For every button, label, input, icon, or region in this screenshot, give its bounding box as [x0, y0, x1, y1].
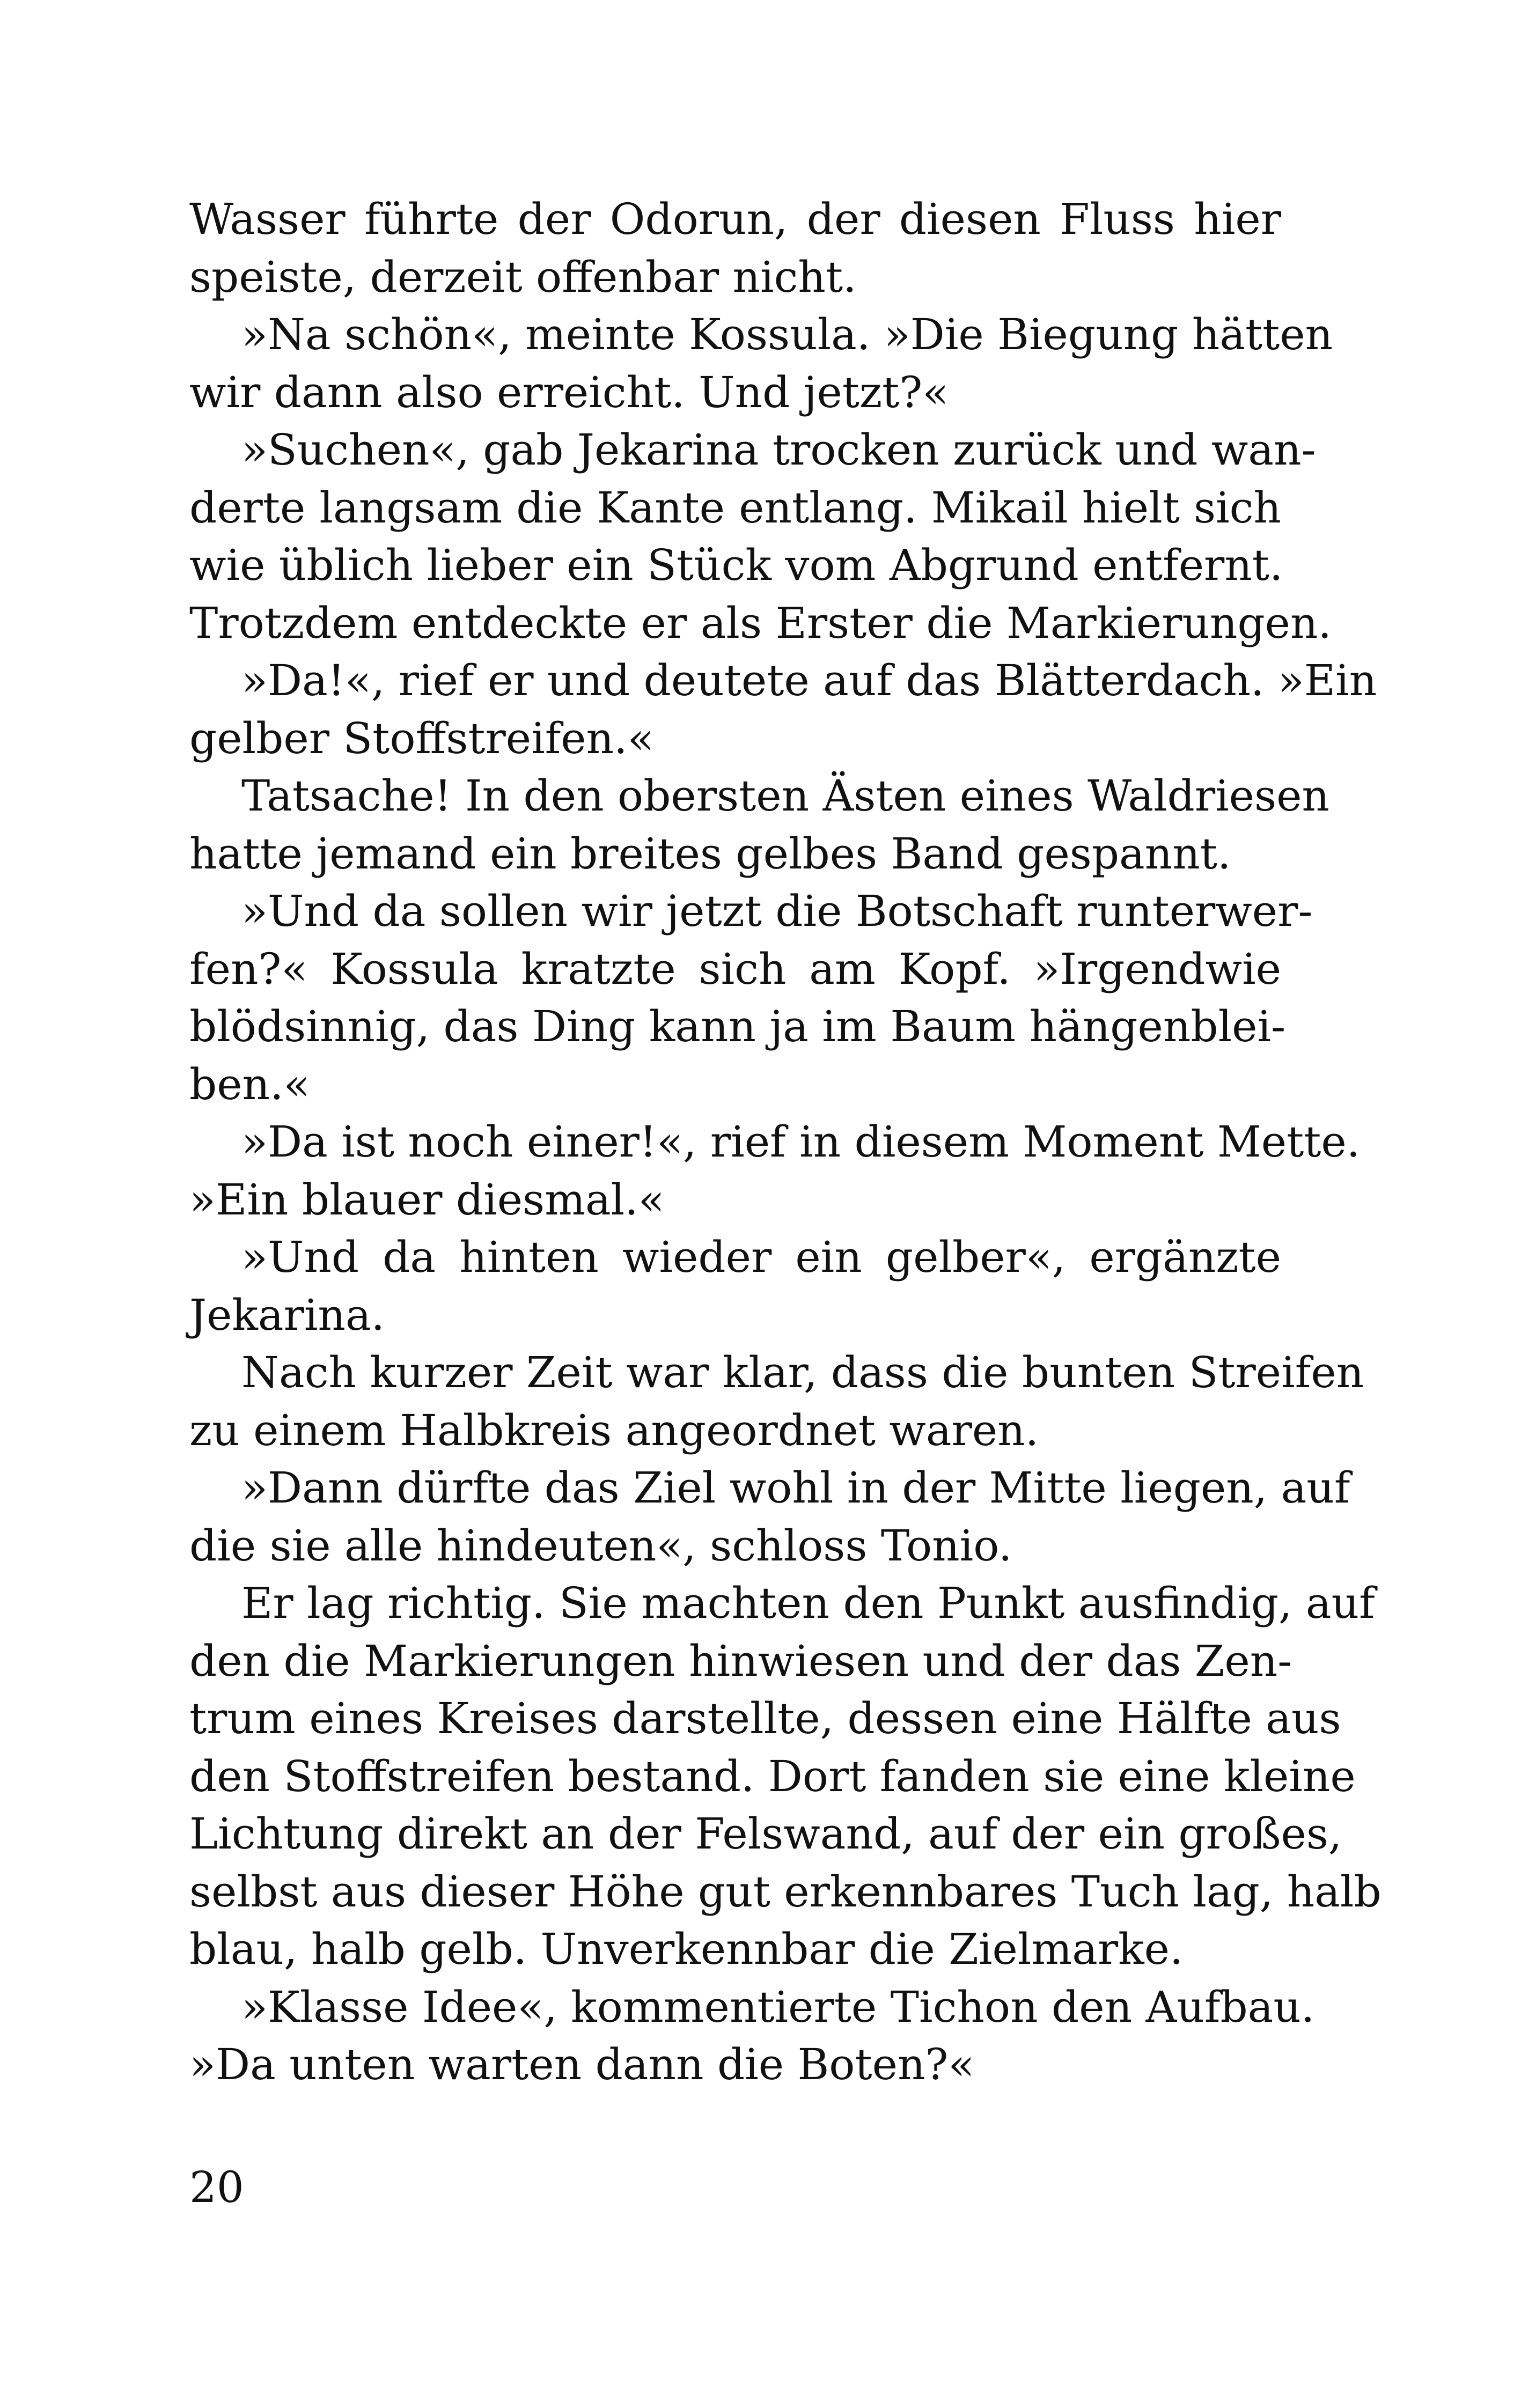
text-line: zu einem Halbkreis angeordnet waren.	[189, 1405, 1039, 1455]
text-line: blödsinnig, das Ding kann ja im Baum hängenblei-	[189, 1002, 1286, 1051]
text-line: »Da ist noch einer!«, rief in diesem Moment Mette.	[241, 1117, 1361, 1167]
text-line: Trotzdem entdeckte er als Erster die Markierungen.	[189, 598, 1332, 648]
text-line: Tatsache! In den obersten Ästen eines Waldriesen	[241, 771, 1329, 821]
text-line: fen?« Kossula kratzte sich am Kopf. »Irgendwie	[189, 944, 1281, 994]
text-line: blau, halb gelb. Unverkennbar die Zielmarke.	[189, 1924, 1184, 1974]
text-line: »Und da sollen wir jetzt die Botschaft runterwer-	[241, 886, 1313, 936]
text-line: den die Markierungen hinwiesen und der das Zen-	[189, 1636, 1292, 1686]
text-line: »Und da hinten wieder ein gelber«, ergänzte	[241, 1232, 1281, 1282]
text-line: »Dann dürfte das Ziel wohl in der Mitte liegen, auf	[241, 1463, 1350, 1513]
text-line: derte langsam die Kante entlang. Mikail hielt sich	[189, 482, 1281, 533]
text-line: gelber Stoffstreifen.«	[189, 713, 654, 763]
text-line: speiste, derzeit offenbar nicht.	[189, 252, 857, 302]
text-line: trum eines Kreises darstellte, dessen eine Hälfte aus	[189, 1693, 1341, 1743]
text-line: »Klasse Idee«, kommentierte Tichon den Aufbau.	[241, 1982, 1315, 2032]
text-line: wie üblich lieber ein Stück vom Abgrund entfernt.	[189, 540, 1283, 590]
text-line: Er lag richtig. Sie machten den Punkt ausfindig, auf	[241, 1578, 1375, 1628]
text-line: hatte jemand ein breites gelbes Band gespannt.	[189, 828, 1231, 879]
text-line: »Da!«, rief er und deutete auf das Blätterdach. »Ein	[241, 656, 1377, 705]
text-line: »Na schön«, meinte Kossula. »Die Biegung hätten	[241, 310, 1333, 359]
text-line: wir dann also erreicht. Und jetzt?«	[189, 367, 949, 417]
text-line: den Stoffstreifen bestand. Dort fanden sie eine kleine	[189, 1751, 1356, 1801]
text-line: »Ein blauer diesmal.«	[189, 1174, 665, 1225]
text-line: »Suchen«, gab Jekarina trocken zurück und wan-	[241, 425, 1316, 475]
text-line: »Da unten warten dann die Boten?«	[189, 2039, 975, 2089]
body-text	[189, 190, 1382, 2094]
text-line: ben.«	[189, 1059, 310, 1109]
text-line: selbst aus dieser Höhe gut erkennbares Tuch lag, halb	[189, 1866, 1382, 1917]
text-line: Nach kurzer Zeit war klar, dass die bunten Streifen	[241, 1347, 1364, 1397]
text-line: Wasser führte der Odorun, der diesen Fluss hier	[189, 194, 1281, 244]
text-line: Lichtung direkt an der Felswand, auf der ein großes,	[189, 1809, 1342, 1859]
text-line: Jekarina.	[189, 1290, 385, 1340]
text-line: die sie alle hindeuten«, schloss Tonio.	[189, 1520, 1012, 1571]
page-number: 20	[189, 2162, 244, 2212]
